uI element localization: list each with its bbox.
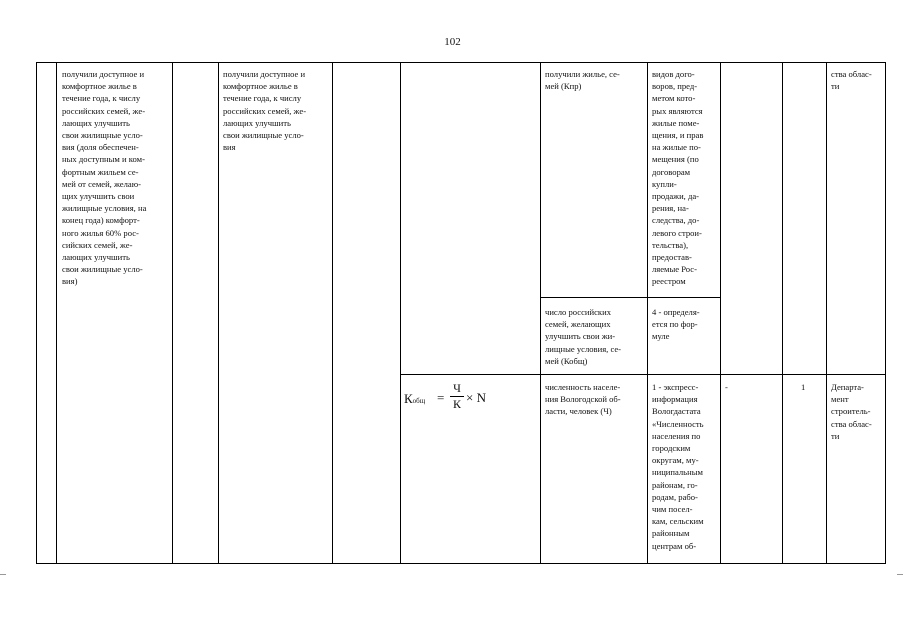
formula-lhs: Кобщ: [404, 391, 426, 406]
formula: [404, 382, 524, 422]
variable-cell: получили жилье, се- мей (Кпр): [545, 69, 620, 92]
indicator-text: получили доступное и комфортное жилье в течение года, к числу российских семей, же- лающих улучшить свои жилищные усло- вия (доля обеспечен- ных доступным и ком- фортным жильем се- мей от семей, желаю- щих улучшить свои жилищные условия, на конец года) комфорт- ного жилья 60% рос- сийских семей, же- лающих улучшить свои жилищные усло- вия): [62, 69, 147, 287]
formula-fraction: Ч К: [450, 382, 464, 411]
formula-equals: =: [437, 390, 445, 405]
column-divider: [782, 62, 783, 564]
formula-rhs: × N: [466, 390, 486, 405]
variable-cell: число российских семей, желающих улучшить свои жи- лищные условия, се- мей (Кобщ): [545, 307, 622, 366]
column-divider: [647, 62, 648, 564]
row-divider: [400, 374, 886, 375]
column-divider: [540, 62, 541, 564]
variable-cell: численность населе- ния Вологодской об- ласти, человек (Ч): [545, 382, 621, 417]
scan-mark: [897, 574, 903, 575]
source-cell: 1 - экспресс- информация Вологдастата «Численность населения по городским округам, му- ниципальным районам, го- родам, рабо- чим посел- кам, сельским районным центрам об-: [652, 382, 704, 551]
column-divider: [172, 62, 173, 564]
column-divider: [56, 62, 57, 564]
column-divider: [218, 62, 219, 564]
source-cell: 4 - определя- ется по фор- муле: [652, 307, 700, 342]
indicator-text-repeat: получили доступное и комфортное жилье в течение года, к числу российских семей, же- лающих улучшить свои жилищные усло- вия: [223, 69, 307, 153]
responsible-cell: ства облас- ти: [831, 69, 872, 92]
column-divider: [332, 62, 333, 564]
row-divider: [540, 297, 720, 298]
dash-cell: -: [725, 382, 728, 392]
responsible-cell: Департа- мент строитель- ства облас- ти: [831, 382, 872, 441]
source-cell: видов дого- воров, пред- метом кото- рых являются жилые поме- щения, и прав на жилые по- мещения (по договорам купли- продажи, да- рения, на- следства, до- левого строи- тельства), предостав- ляемые Рос- реестром: [652, 69, 704, 287]
number-cell: 1: [801, 382, 806, 392]
page-number: 102: [444, 36, 461, 48]
scan-mark: [0, 574, 6, 575]
column-divider: [826, 62, 827, 564]
column-divider: [720, 62, 721, 564]
column-divider: [400, 62, 401, 564]
